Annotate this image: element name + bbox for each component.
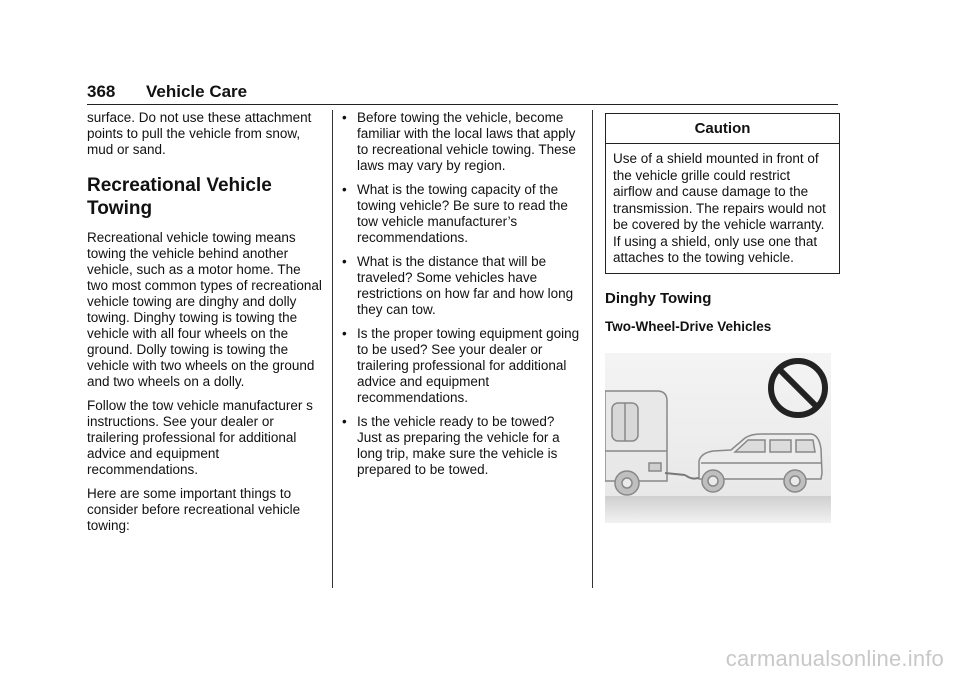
dinghy-towing-illustration — [605, 353, 831, 523]
list-item-text: What is the distance that will be traveled? Some vehicles have restrictions on how far and how long they can tow. — [357, 254, 574, 317]
ground-strip — [605, 496, 831, 523]
page-number: 368 — [87, 82, 116, 101]
intro-paragraph: surface. Do not use these attachment points to pull the vehicle from snow, mud or sand. — [87, 110, 312, 157]
list-item-text: Is the vehicle ready to be towed? Just as preparing the vehicle for a long trip, make sure the vehicle is prepared to be towed. — [357, 414, 560, 477]
bullet-icon: • — [342, 326, 347, 341]
bullet-icon: • — [342, 182, 347, 197]
list-item-text: Before towing the vehicle, become familiar with the local laws that apply to recreational vehicle towing. These laws may vary by region. — [357, 110, 576, 173]
list-item — [342, 326, 582, 406]
column-divider-2 — [592, 110, 593, 588]
bullet-icon: • — [342, 110, 347, 125]
paragraph-3: Here are some important things to consider before recreational vehicle towing: — [87, 486, 301, 533]
list-item — [342, 254, 582, 318]
consideration-list — [342, 110, 582, 478]
motor-home — [605, 391, 667, 495]
paragraph-1: Recreational vehicle towing means towing the vehicle behind another vehicle, such as a motor home. The two most common types of recreational vehicle towing are dinghy and dolly towing. Dinghy towing is towing the vehicle with all four wheels on the ground. Dolly towing is towing the vehicle with two wheels on the ground and two wheels on a dolly. — [87, 230, 322, 389]
list-item — [342, 110, 582, 174]
subheading-two-wheel-drive: Two-Wheel-Drive Vehicles — [605, 318, 772, 334]
caution-title: Caution — [606, 114, 839, 144]
caution-text: Use of a shield mounted in front of the vehicle grille could restrict airflow and cause damage to the transmission. The repairs would not be covered by the vehicle warranty. If using a shield, only use one that attaches to the towing vehicle. — [613, 151, 826, 265]
column-divider-1 — [332, 110, 333, 588]
list-item — [342, 182, 582, 246]
page-header — [87, 82, 838, 105]
column-3 — [605, 110, 840, 527]
section-title: Vehicle Care — [146, 82, 248, 101]
list-item-text: Is the proper towing equipment going to be used? See your dealer or trailering professional for additional advice and equipment recommendations. — [357, 326, 580, 405]
column-1 — [87, 110, 325, 542]
heading-dinghy-towing: Dinghy Towing — [605, 289, 712, 307]
caution-box — [605, 113, 840, 274]
list-item-text: What is the towing capacity of the towing vehicle? Be sure to read the tow vehicle manufacturer’s recommendations. — [357, 182, 568, 245]
paragraph-2: Follow the tow vehicle manufacturer s instructions. See your dealer or trailering professional for additional advice and equipment recommendations. — [87, 398, 313, 477]
bullet-icon: • — [342, 414, 347, 429]
watermark: carmanualsonline.info — [725, 646, 944, 671]
column-2 — [342, 110, 582, 486]
list-item — [342, 414, 582, 478]
bullet-icon: • — [342, 254, 347, 269]
heading-recreational-vehicle-towing: Recreational Vehicle Towing — [87, 175, 272, 219]
